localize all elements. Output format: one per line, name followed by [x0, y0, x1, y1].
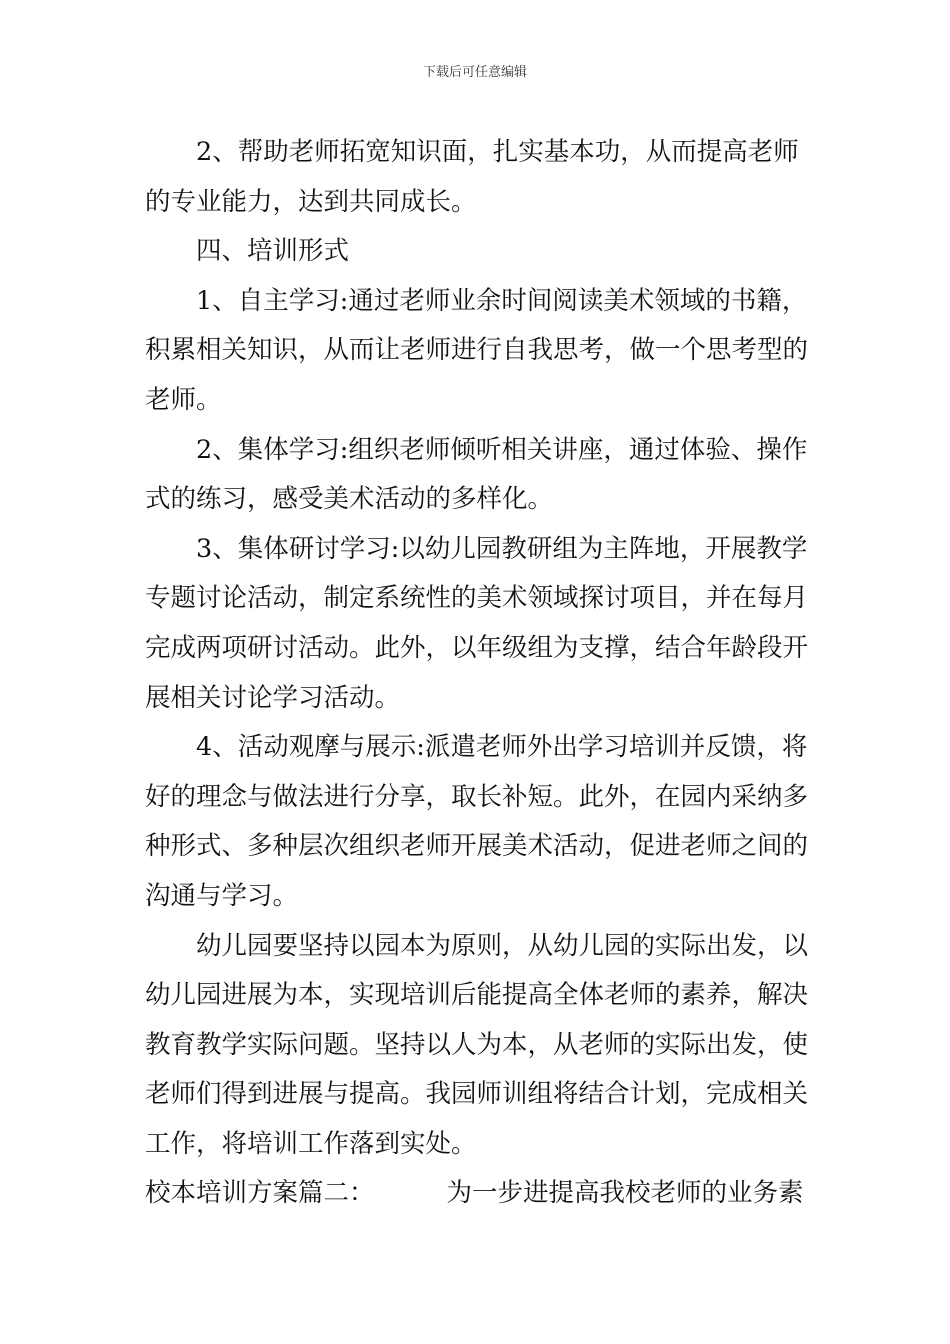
document-body: [145, 128, 815, 1219]
paragraph: 3、集体研讨学习:以幼儿园教研组为主阵地，开展教学专题讨论活动，制定系统性的美术领域探讨项目，并在每月完成两项研讨活动。此外，以年级组为支撑，结合年龄段开展相关讨论学习活动。: [145, 533, 809, 713]
paragraph: 1、自主学习:通过老师业余时间阅读美术领域的书籍，积累相关知识，从而让老师进行自我思考，做一个思考型的老师。: [145, 285, 809, 415]
page-header: 下载后可任意编辑: [422, 65, 527, 80]
section-2-intro: [145, 1169, 815, 1219]
section-heading: 四、培训形式: [196, 236, 350, 267]
paragraph: 幼儿园要坚持以园本为原则，从幼儿园的实际出发，以幼儿园进展为本，实现培训后能提高全体老师的素养，解决教育教学实际问题。坚持以人为本，从老师的实际出发，使老师们得到进展与提高。我园师训组将结合计划，完成相关工作，将培训工作落到实处。: [145, 930, 809, 1159]
paragraph: 2、帮助老师拓宽知识面，扎实基本功，从而提高老师的专业能力，达到共同成长。: [145, 137, 799, 217]
section-2-text: 为一步进提高我校老师的业务素: [446, 1178, 804, 1209]
paragraph: 2、集体学习:组织老师倾听相关讲座，通过体验、操作式的练习，感受美术活动的多样化。: [145, 434, 808, 515]
section-2-title: 校本培训方案篇二：: [145, 1178, 375, 1209]
paragraph: 4、活动观摩与展示:派遣老师外出学习培训并反馈，将好的理念与做法进行分享，取长补短。此外，在园内采纳多种形式、多种层次组织老师开展美术活动，促进老师之间的沟通与学习。: [145, 732, 809, 911]
